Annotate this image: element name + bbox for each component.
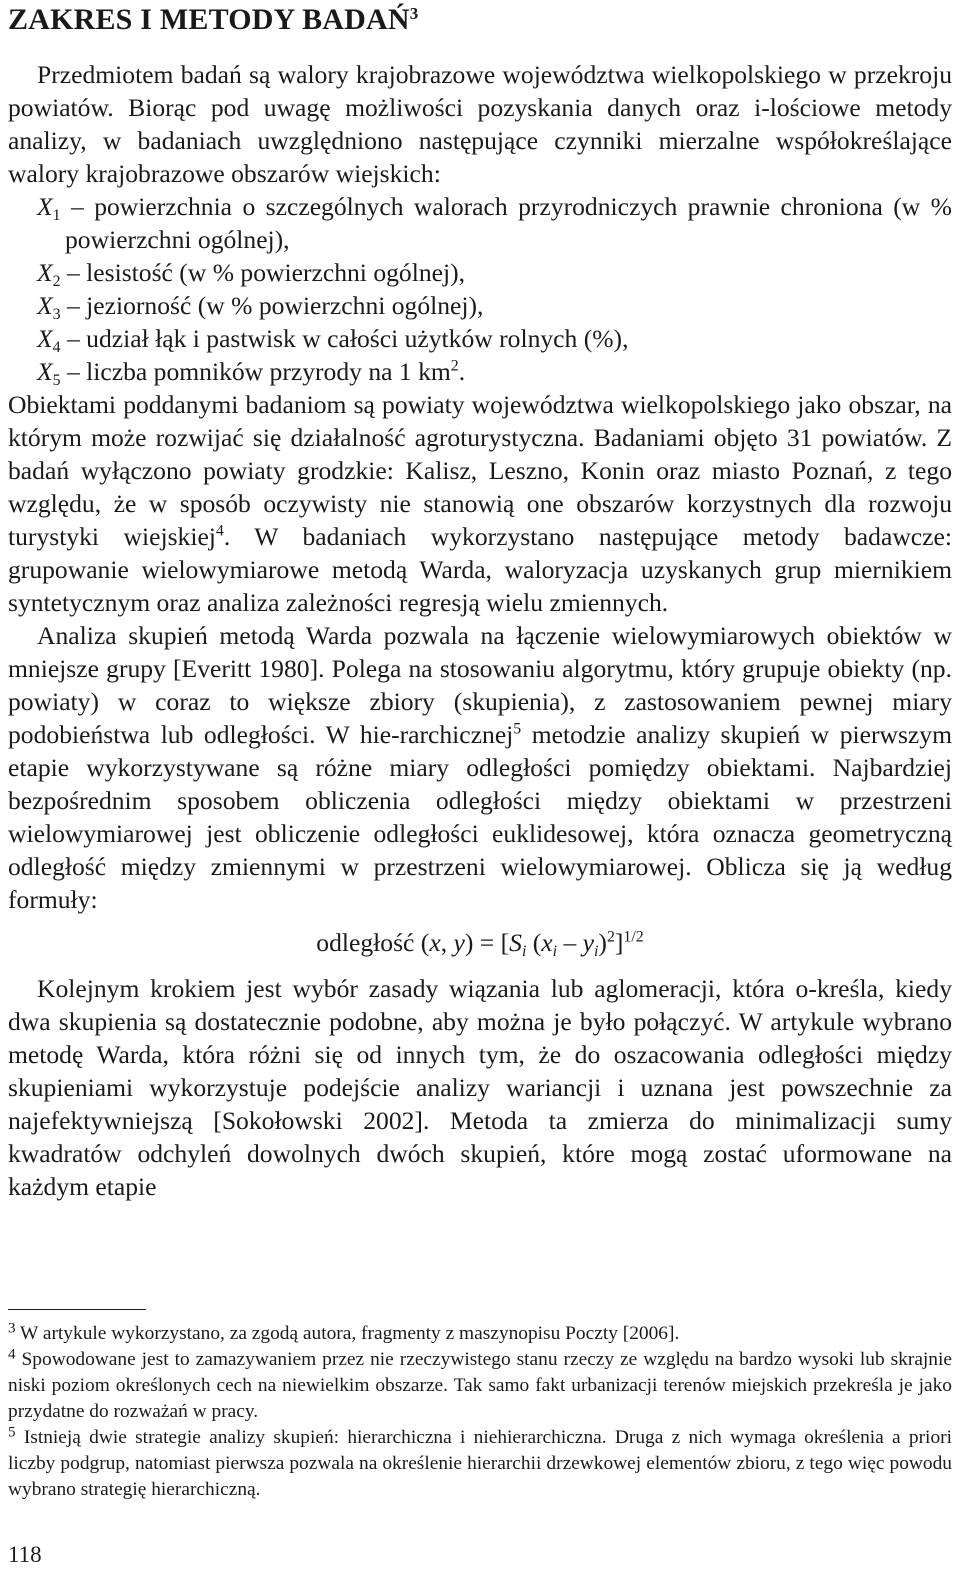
- formula-lhs: odległość: [316, 928, 415, 957]
- variable-description: – jeziorność (w % powierzchni ogólnej),: [60, 291, 484, 320]
- variable-list: [8, 190, 952, 388]
- formula-paren: (: [526, 928, 542, 957]
- footnote-4: [8, 1347, 952, 1425]
- paragraph-ward: [8, 619, 952, 916]
- formula-index: i: [594, 942, 599, 960]
- paragraph-ward-text: Analiza skupień metodą Warda pozwala na łączenie wielowymiarowych obiektów w mniejsze grupy [Everitt 1980]. Polega na stosowaniu algorytmu, który grupuje obiekty (np. powiaty) w coraz to większe zbiory (skupienia), z zastosowaniem pewnej miary podobieństwa lub odległości. W hie-rarchicznej: [8, 621, 952, 749]
- formula-var-x: x: [429, 928, 441, 957]
- variable-index: 4: [52, 338, 61, 356]
- footnote-ref-5: 5: [513, 720, 522, 738]
- variable-description: – lesistość (w % powierzchni ogólnej),: [60, 258, 466, 287]
- formula-power: 1/2: [623, 928, 644, 946]
- paragraph-linkage: Kolejnym krokiem jest wybór zasady wiązania lub aglomeracji, która o-kreśla, kiedy dwa skupienia są dostatecznie podobne, aby można je było połączyć. W artykule wybrano metodę Warda, która różni się od innych tym, że do oszacowania odległości między skupieniami wykorzystuje podejście analizy wariancji i uznana jest powszechnie za najefektywniejszą [Sokołowski 2002]. Metoda ta zmierza do minimalizacji sumy kwadratów odchyleń dowolnych dwóch skupień, które mogą zostać uformowane na każdym etapie: [8, 974, 952, 1201]
- formula-var-y: y: [453, 928, 465, 957]
- footnote-text: W artykule wykorzystano, za zgodą autora, fragmenty z maszynopisu Poczty [2006].: [15, 1323, 680, 1344]
- formula-bracket: ]: [614, 928, 624, 957]
- paragraph-scope-text: Obiektami poddanymi badaniom są powiaty województwa wielkopolskiego jako obszar, na którym może rozwijać się działalność agroturystyczna. Badaniami objęto 31 powiatów. Z badań wyłączono powiaty grodzkie: Kalisz, Leszno, Konin oraz miasto Poznań, z tego względu, że w sposób oczywisty nie stanowią one obszarów korzystnych dla rozwoju turystyki wiejskiej: [8, 390, 952, 551]
- footnote-number: 5: [8, 1424, 16, 1441]
- distance-formula: [8, 926, 952, 959]
- footnote-divider: [8, 1309, 146, 1310]
- footnote-ref-4: 4: [215, 522, 224, 540]
- page-number: 118: [8, 1542, 42, 1567]
- formula-equals: ) = [: [464, 928, 510, 957]
- footnote-ref-3: 3: [409, 3, 419, 23]
- variable-description: – powierzchnia o szczególnych walorach przyrodniczych prawnie chroniona (w % powierzchni ogólnej),: [60, 192, 952, 254]
- footnotes: [8, 1321, 952, 1503]
- unit-exponent: 2: [450, 357, 459, 375]
- footnote-number: 4: [8, 1346, 16, 1363]
- formula-sum-index: i: [521, 942, 527, 960]
- formula-var-xi: x: [541, 928, 553, 957]
- variable-symbol: X: [37, 291, 53, 320]
- variable-symbol: X: [37, 192, 53, 221]
- variable-x2: [8, 256, 952, 289]
- variable-x1: [8, 190, 952, 256]
- variable-description: – liczba pomników przyrody na 1 km: [60, 357, 451, 386]
- formula-sum-symbol: S: [509, 928, 522, 957]
- footnote-text: Spowodowane jest to zamazywaniem przez nie rzeczywistego stanu rzeczy ze względu na bardzo wysoki lub skrajnie niski poziom określonych cech na niewielkim obszarze. Tak samo fakt urbanizacji terenów miejskich przekreśla je jako przydatne do rozważań w pracy.: [8, 1349, 952, 1422]
- formula-paren: (: [414, 928, 430, 957]
- variable-symbol: X: [37, 258, 53, 287]
- variable-x3: [8, 289, 952, 322]
- footnote-number: 3: [8, 1320, 16, 1337]
- footnote-5: [8, 1425, 952, 1503]
- formula-index: i: [552, 942, 558, 960]
- formula-minus: –: [557, 928, 583, 957]
- formula-paren: ): [598, 928, 607, 957]
- variable-index: 5: [52, 371, 61, 389]
- variable-index: 1: [52, 206, 61, 224]
- formula-comma: ,: [440, 928, 454, 957]
- variable-index: 2: [52, 272, 61, 290]
- section-heading-text: ZAKRES I METODY BADAŃ: [8, 3, 410, 36]
- variable-x4: [8, 322, 952, 355]
- paragraph-ward-text-cont: metodzie analizy skupień w pierwszym etapie wykorzystywane są różne miary odległości pomiędzy obiektami. Najbardziej bezpośrednim sposobem obliczenia odległości między obiektami w przestrzeni wielowymiarowej jest obliczenie odległości euklidesowej, która oznacza geometryczną odległość między zmiennymi w przestrzeni wielowymiarowej. Oblicza się ją według formuły:: [8, 720, 952, 914]
- variable-symbol: X: [37, 357, 53, 386]
- body-text: [8, 58, 952, 1203]
- formula-var-yi: y: [582, 928, 595, 957]
- variable-index: 3: [52, 305, 61, 323]
- variable-description: – udział łąk i pastwisk w całości użytków rolnych (%),: [60, 324, 629, 353]
- section-heading: [8, 2, 418, 38]
- formula-square: 2: [606, 928, 615, 946]
- footnote-text: Istnieją dwie strategie analizy skupień: hierarchiczna i niehierarchiczna. Druga z nich wymaga określenia a priori liczby podgrup, natomiast pierwsza pozwala na określenie hierarchii drzewkowej elementów zbioru, z tego więc powodu wybrano strategię hierarchiczną.: [8, 1427, 952, 1500]
- variable-x5: [8, 355, 952, 388]
- variable-end: .: [458, 357, 466, 386]
- paragraph-scope-text-cont: . W badaniach wykorzystano następujące metody badawcze: grupowanie wielowymiarowe metodą Warda, waloryzacja uzyskanych grup miernikiem syntetycznym oraz analiza zależności regresją wielu zmiennych.: [8, 522, 952, 617]
- variable-symbol: X: [37, 324, 53, 353]
- paragraph-scope: [8, 388, 952, 619]
- footnote-3: [8, 1321, 952, 1347]
- paragraph-intro: Przedmiotem badań są walory krajobrazowe województwa wielkopolskiego w przekroju powiatów. Biorąc pod uwagę możliwości pozyskania danych oraz i-lościowe metody analizy, w badaniach uwzględniono następujące czynniki mierzalne współokreślające walory krajobrazowe obszarów wiejskich:: [8, 60, 952, 188]
